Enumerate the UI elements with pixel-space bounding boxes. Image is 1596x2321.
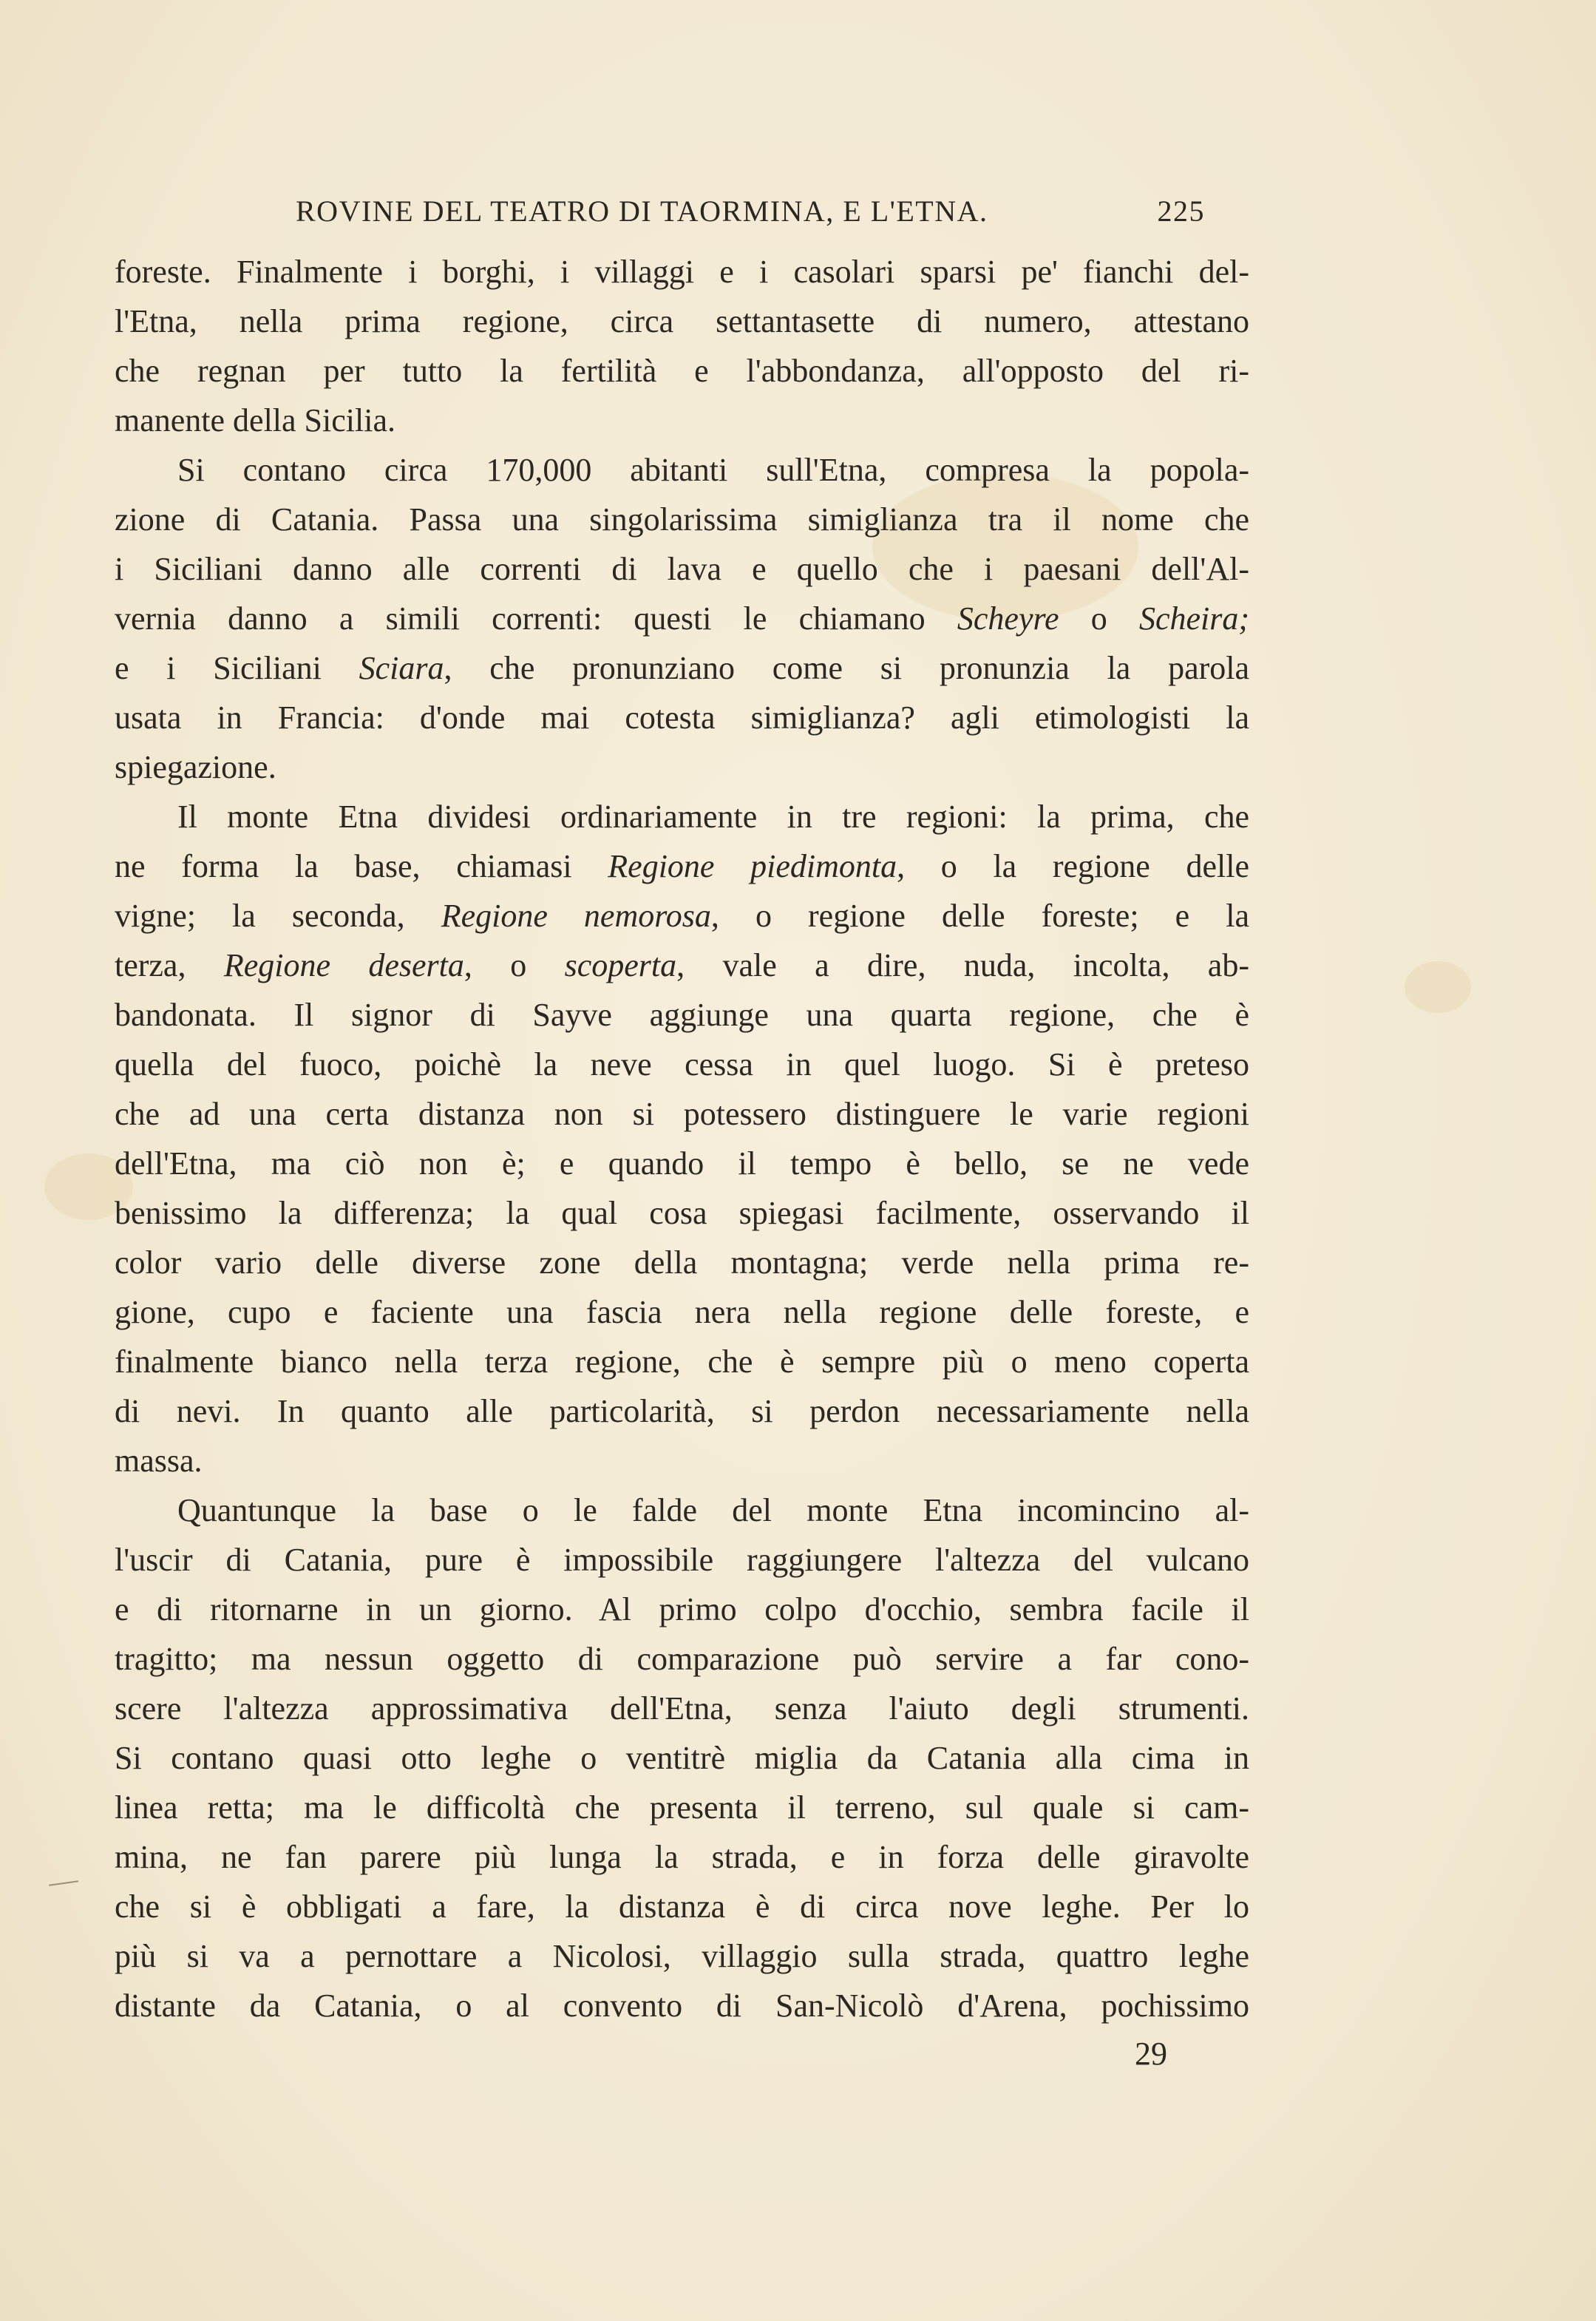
italic-term: scoperta (564, 947, 677, 983)
line-text: vigne; la seconda, (115, 898, 441, 934)
paper-stain (1405, 961, 1471, 1013)
italic-term: Regione piedimonta (608, 848, 897, 884)
line-text: finalmente bianco nella terza regione, che è sempre più o meno coperta (115, 1344, 1249, 1380)
text-line (115, 1783, 1249, 1832)
line-text: o (1059, 600, 1139, 637)
italic-term: Sciara (359, 650, 444, 686)
text-line (115, 1882, 1249, 1931)
text-line (115, 1931, 1249, 1981)
text-line (115, 693, 1249, 742)
line-text: usata in Francia: d'onde mai cotesta simiglianza? agli etimologisti la (115, 699, 1249, 736)
italic-term: Scheira; (1138, 600, 1249, 637)
text-line (115, 594, 1249, 643)
page-number: 225 (1157, 194, 1205, 228)
italic-term: Regione nemorosa (441, 898, 711, 934)
running-title: ROVINE DEL TEATRO DI TAORMINA, E L'ETNA. (296, 194, 988, 228)
text-line (115, 1684, 1249, 1733)
line-text: terza, (115, 947, 224, 983)
line-text: i Siciliani danno alle correnti di lava e quello che i paesani dell'Al- (115, 551, 1249, 587)
text-line (115, 841, 1249, 891)
line-text: massa. (115, 1443, 203, 1479)
text-line (115, 445, 1249, 495)
line-text: Il monte Etna dividesi ordinariamente in tre regioni: la prima, che (177, 799, 1249, 835)
line-text: benissimo la differenza; la qual cosa spiegasi facilmente, osservando il (115, 1195, 1249, 1231)
text-line (115, 891, 1249, 941)
text-line (115, 643, 1249, 693)
line-text: Si contano circa 170,000 abitanti sull'Etna, compresa la popola- (177, 452, 1249, 488)
running-header (296, 194, 1205, 228)
line-text: , o (463, 947, 565, 983)
text-line (115, 1634, 1249, 1684)
margin-mark (49, 1880, 78, 1886)
text-line (115, 1337, 1249, 1386)
text-line (115, 544, 1249, 594)
text-line (115, 1238, 1249, 1287)
line-text: scere l'altezza approssimativa dell'Etna, senza l'aiuto degli strumenti. (115, 1690, 1249, 1727)
line-text: e i Siciliani (115, 650, 359, 686)
line-text: zione di Catania. Passa una singolarissima simiglianza tra il nome che (115, 501, 1249, 538)
line-text: l'uscir di Catania, pure è impossibile raggiungere l'altezza del vulcano (115, 1542, 1249, 1578)
text-line (115, 1733, 1249, 1783)
line-text: Quantunque la base o le falde del monte Etna incomincino al- (177, 1492, 1249, 1528)
text-line (115, 346, 1249, 396)
signature-mark: 29 (1135, 2036, 1167, 2072)
line-text: che ad una certa distanza non si potessero distinguere le varie regioni (115, 1096, 1249, 1132)
line-text: Si contano quasi otto leghe o ventitrè miglia da Catania alla cima in (115, 1740, 1249, 1776)
line-text: distante da Catania, o al convento di San-Nicolò d'Arena, pochissimo (115, 1988, 1249, 2024)
text-line (115, 1139, 1249, 1188)
text-line (115, 297, 1249, 346)
line-text: che regnan per tutto la fertilità e l'abbondanza, all'opposto del ri- (115, 353, 1249, 389)
text-line (115, 792, 1249, 841)
line-text: l'Etna, nella prima regione, circa settantasette di numero, attestano (115, 303, 1249, 339)
line-text: mina, ne fan parere più lunga la strada, e in forza delle giravolte (115, 1839, 1249, 1875)
line-text: , vale a dire, nuda, incolta, ab- (676, 947, 1249, 983)
line-text: linea retta; ma le difficoltà che presenta il terreno, sul quale si cam- (115, 1789, 1249, 1826)
italic-term: Regione deserta (223, 947, 464, 983)
text-line (115, 396, 1249, 445)
text-line (115, 1585, 1249, 1634)
text-line (115, 495, 1249, 544)
body-text (115, 247, 1249, 2030)
text-line (115, 247, 1249, 297)
text-line (115, 1535, 1249, 1585)
text-line (115, 1040, 1249, 1089)
text-line (115, 1832, 1249, 1882)
line-text: gione, cupo e faciente una fascia nera nella regione delle foreste, e (115, 1294, 1249, 1330)
line-text: , che pronunziano come si pronunzia la parola (444, 650, 1249, 686)
line-text: bandonata. Il signor di Sayve aggiunge una quarta regione, che è (115, 997, 1249, 1033)
line-text: che si è obbligati a fare, la distanza è di circa nove leghe. Per lo (115, 1888, 1249, 1925)
line-text: quella del fuoco, poichè la neve cessa in quel luogo. Si è preteso (115, 1046, 1249, 1082)
line-text: color vario delle diverse zone della montagna; verde nella prima re- (115, 1244, 1249, 1281)
line-text: ne forma la base, chiamasi (115, 848, 608, 884)
text-line (115, 1188, 1249, 1238)
line-text: e di ritornarne in un giorno. Al primo colpo d'occhio, sembra facile il (115, 1591, 1249, 1627)
text-line (115, 1436, 1249, 1485)
text-line (115, 1485, 1249, 1535)
italic-term: Scheyre (957, 600, 1059, 637)
line-text: , o regione delle foreste; e la (710, 898, 1249, 934)
line-text: manente della Sicilia. (115, 402, 395, 438)
line-text: tragitto; ma nessun oggetto di comparazione può servire a far cono- (115, 1641, 1249, 1677)
text-line (115, 990, 1249, 1040)
line-text: vernia danno a simili correnti: questi le chiamano (115, 600, 957, 637)
line-text: , o la regione delle (897, 848, 1249, 884)
line-text: dell'Etna, ma ciò non è; e quando il tempo è bello, se ne vede (115, 1145, 1249, 1182)
line-text: spiegazione. (115, 749, 276, 785)
text-line (115, 1089, 1249, 1139)
text-line (115, 1287, 1249, 1337)
line-text: di nevi. In quanto alle particolarità, si perdon necessariamente nella (115, 1393, 1249, 1429)
line-text: foreste. Finalmente i borghi, i villaggi e i casolari sparsi pe' fianchi del- (115, 254, 1249, 290)
line-text: più si va a pernottare a Nicolosi, villaggio sulla strada, quattro leghe (115, 1938, 1249, 1974)
text-line (115, 742, 1249, 792)
text-line (115, 941, 1249, 990)
text-line (115, 1386, 1249, 1436)
text-line (115, 1981, 1249, 2030)
